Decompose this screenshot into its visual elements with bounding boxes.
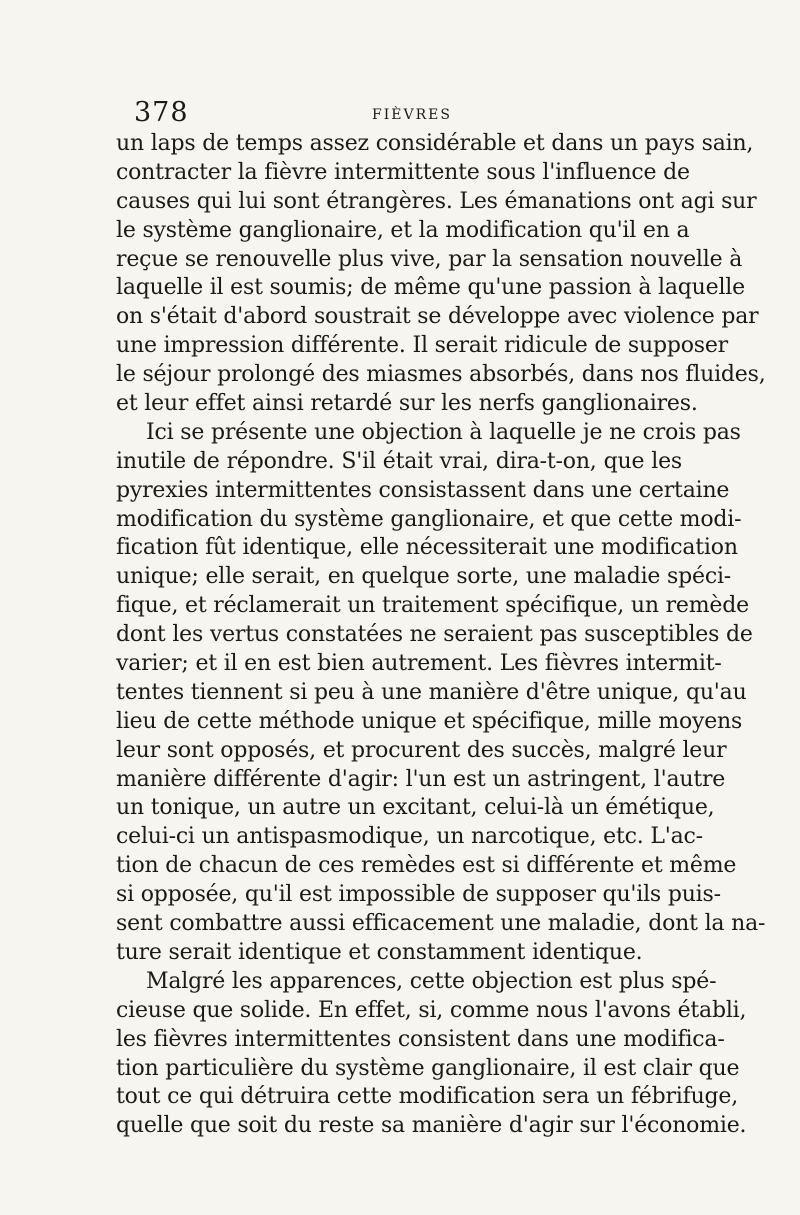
text-line: un tonique, un autre un excitant, celui-là un émétique, [116,795,715,821]
text-line: le séjour prolongé des miasmes absorbés, dans nos fluides, [116,362,766,388]
text-line: lieu de cette méthode unique et spécifique, mille moyens [116,708,743,734]
text-line: varier; et il en est bien autrement. Les fièvres intermit- [116,651,722,677]
text-line: pyrexies intermittentes consistassent dans une certaine [116,477,730,503]
text-line: cieuse que solide. En effet, si, comme nous l'avons établi, [116,997,747,1023]
text-line: unique; elle serait, en quelque sorte, une maladie spéci- [116,564,732,590]
text-line: le système ganglionaire, et la modification qu'il en a [116,217,690,243]
text-line: les fièvres intermittentes consistent dans une modifica- [116,1026,725,1052]
body-text [116,130,766,1141]
text-line: laquelle il est soumis; de même qu'une passion à laquelle [116,275,745,301]
text-line: causes qui lui sont étrangères. Les émanations ont agi sur [116,188,757,214]
text-line: on s'était d'abord soustrait se développe avec violence par [116,304,759,330]
text-line: tentes tiennent si peu à une manière d'être unique, qu'au [116,679,747,705]
text-line: Ici se présente une objection à laquelle je ne crois pas [146,419,741,445]
text-line: Malgré les apparences, cette objection est plus spé- [146,968,717,994]
text-line: celui-ci un antispasmodique, un narcotique, etc. L'ac- [116,824,703,850]
text-line: un laps de temps assez considérable et dans un pays sain, [116,131,754,156]
text-line: si opposée, qu'il est impossible de supposer qu'ils puis- [116,882,721,908]
text-line: contracter la fièvre intermittente sous l'influence de [116,159,690,185]
text-line: manière différente d'agir: l'un est un astringent, l'autre [116,766,726,792]
text-line: fique, et réclamerait un traitement spécifique, un remède [116,593,749,619]
text-line: reçue se renouvelle plus vive, par la sensation nouvelle à [116,246,743,272]
text-line: et leur effet ainsi retardé sur les nerfs ganglionaires. [116,391,698,417]
text-line: modification du système ganglionaire, et que cette modi- [116,506,742,532]
text-line: ture serait identique et constamment identique. [116,939,643,965]
page-header [134,98,678,132]
text-line: quelle que soit du reste sa manière d'agir sur l'économie. [116,1113,747,1139]
text-line: tion particulière du système ganglionaire, il est clair que [116,1055,740,1081]
page-number: 378 [134,97,189,128]
text-line: fication fût identique, elle nécessiterait une modification [116,535,738,561]
text-line: tion de chacun de ces remèdes est si différente et même [116,853,737,879]
text-line: dont les vertus constatées ne seraient pas susceptibles de [116,622,753,648]
text-line: tout ce qui détruira cette modification sera un fébrifuge, [116,1084,739,1110]
text-line: leur sont opposés, et procurent des succès, malgré leur [116,737,727,763]
text-line: sent combattre aussi efficacement une maladie, dont la na- [116,911,766,937]
text-line: une impression différente. Il serait ridicule de supposer [116,333,729,359]
text-line: inutile de répondre. S'il était vrai, dira-t-on, que les [116,448,682,474]
running-title: FIÈVRES [372,107,452,123]
